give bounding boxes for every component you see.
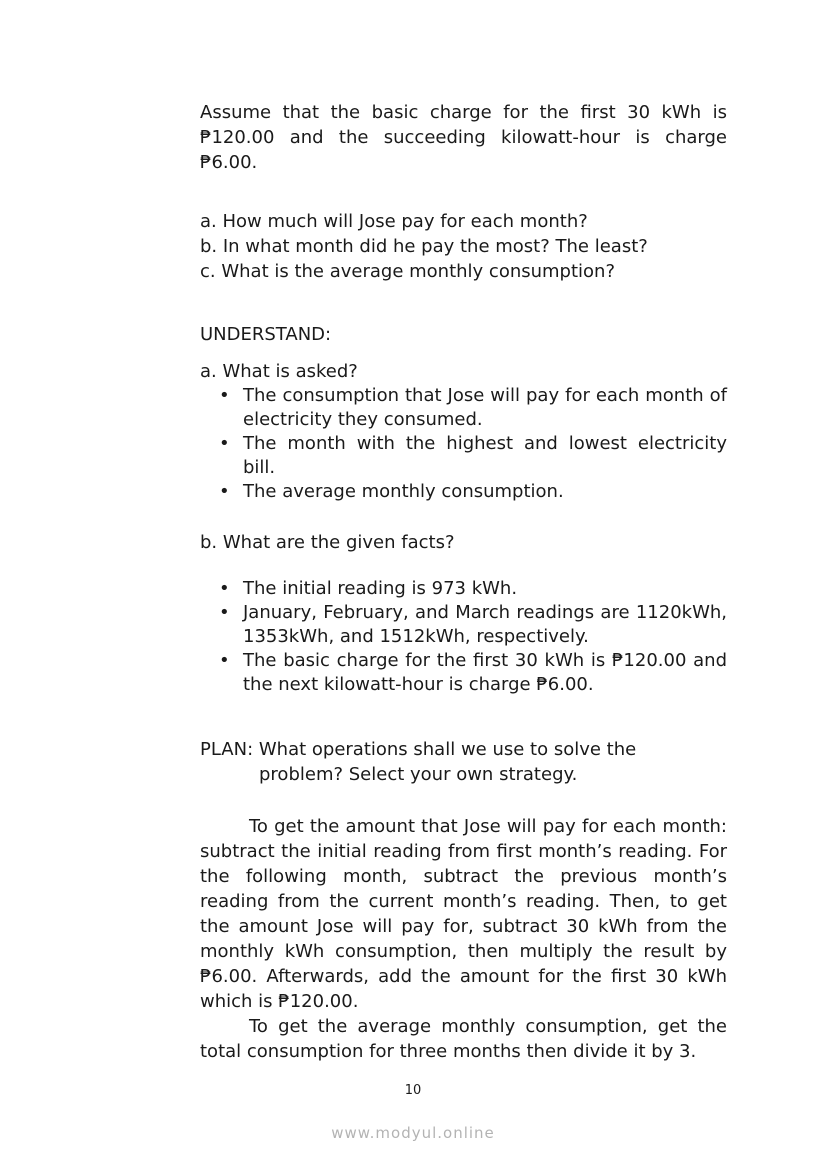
list-item: • The consumption that Jose will pay for each month of electricity they consumed. xyxy=(200,384,727,432)
list-item: • January, February, and March readings are 1120kWh, 1353kWh, and 1512kWh, respectively. xyxy=(200,601,727,649)
understand-heading: UNDERSTAND: xyxy=(200,324,332,345)
asked-list xyxy=(200,384,727,504)
intro-paragraph: Assume that the basic charge for the first 30 kWh is ₱120.00 and the succeeding kilowatt-hour is charge ₱6.00. xyxy=(200,102,727,173)
asked-label: a. What is asked? xyxy=(200,361,358,382)
question-a: a. How much will Jose pay for each month? xyxy=(200,211,588,232)
plan-line-1: PLAN: What operations shall we use to solve the xyxy=(200,739,637,760)
list-item: • The month with the highest and lowest electricity bill. xyxy=(200,432,727,480)
plan-heading xyxy=(200,737,727,787)
document-page xyxy=(200,100,727,1064)
page-number: 10 xyxy=(404,1083,422,1098)
list-item: • The basic charge for the first 30 kWh is ₱120.00 and the next kilowatt-hour is charge ₱6.00. xyxy=(200,649,727,697)
question-list xyxy=(200,209,727,284)
watermark: www.modyul.online xyxy=(331,1124,495,1142)
plan-paragraph-2: To get the average monthly consumption, get the total consumption for three months then divide it by 3. xyxy=(200,1016,727,1062)
given-list xyxy=(200,577,727,697)
list-item: • The initial reading is 973 kWh. xyxy=(200,577,727,601)
given-label: b. What are the given facts? xyxy=(200,532,455,553)
plan-paragraph-1: To get the amount that Jose will pay for each month: subtract the initial reading from first month’s reading. For the following month, subtract the previous month’s reading from the current month’s reading. Then, to get the amount Jose will pay for, subtract 30 kWh from the monthly kWh consumption, then multiply the result by ₱6.00. Afterwards, add the amount for the first 30 kWh which is ₱120.00. xyxy=(200,816,727,1012)
question-c: c. What is the average monthly consumption? xyxy=(200,261,616,282)
list-item: • The average monthly consumption. xyxy=(200,480,727,504)
question-b: b. In what month did he pay the most? The least? xyxy=(200,236,648,257)
plan-line-2: problem? Select your own strategy. xyxy=(259,764,578,785)
